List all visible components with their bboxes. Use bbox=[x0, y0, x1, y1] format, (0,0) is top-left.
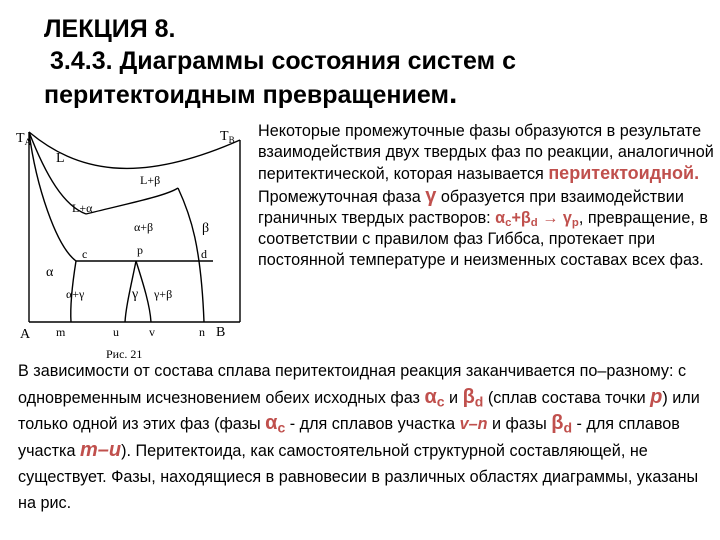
region-gamma-beta: γ+β bbox=[154, 287, 173, 301]
region-gamma: γ bbox=[132, 287, 139, 302]
point-p-ref: p bbox=[650, 385, 663, 408]
point-p: p bbox=[137, 243, 143, 257]
intro-text-2b: образуется при взаимодействии граничных твердых растворов: bbox=[258, 187, 684, 227]
segment-v-n: v–n bbox=[459, 415, 488, 434]
region-alpha-gamma: α+γ bbox=[66, 287, 85, 301]
gamma-right-boundary bbox=[136, 261, 151, 322]
section-title: 3.4.3. Диаграммы состояния систем с bbox=[50, 47, 516, 75]
body-text bbox=[18, 359, 718, 516]
phase-beta-d-2: $\beta_d$ bbox=[551, 412, 573, 436]
label-v: v bbox=[149, 325, 155, 339]
point-d: d bbox=[201, 247, 207, 261]
label-TB: $T_B$ bbox=[220, 129, 235, 145]
segment-m-u: m–u bbox=[79, 439, 122, 462]
label-TA: $T_A$ bbox=[16, 131, 32, 147]
intro-text bbox=[258, 121, 714, 271]
intro-text-2c: , превращение, в соответствии с правилом фаз Гиббса, протекает при постоянной температуре и неизменных составах всех фаз. bbox=[258, 208, 708, 270]
region-L-alpha: L+α bbox=[72, 201, 93, 215]
region-L: L bbox=[56, 151, 65, 166]
alpha-solidus bbox=[29, 132, 76, 261]
symbol-gamma: γ bbox=[425, 184, 437, 207]
intro-paragraph-1 bbox=[258, 121, 714, 186]
section-title-text: перитектоидным превращением bbox=[44, 81, 449, 109]
label-A: A bbox=[20, 327, 31, 342]
phase-diagram-svg bbox=[16, 126, 256, 362]
tie-curve-upper bbox=[86, 188, 178, 214]
region-alpha-beta: α+β bbox=[134, 220, 154, 234]
point-c: c bbox=[82, 247, 88, 261]
intro-text-1: Некоторые промежуточные фазы образуются в результате взаимодействия двух твердых фаз по реакции, аналогичной перитектической, которая называется bbox=[258, 122, 714, 184]
intro-paragraph-2 bbox=[258, 186, 714, 272]
lecture-title: ЛЕКЦИЯ 8. bbox=[44, 15, 176, 43]
section-title-period: . bbox=[448, 77, 458, 110]
phase-alpha-c-2: $\alpha_c$ bbox=[265, 412, 286, 436]
body-paragraph: В зависимости от состава сплава перитектоидная реакция заканчивается по–разному: с одновременным исчезновением обеих исходных фаз $\alpha_c$ и $\beta_d$ (сплав состава точки p) или только одной из этих фаз (фазы $\alpha_c$ - для сплавов участка v–n и фазы $\beta_d$ - для сплавов участка m–u). Перитектоида, как самостоятельной структурной составляющей, не существует. Фазы, находящиеся в равновесии в различных областях диаграммы, указаны на рис. bbox=[18, 362, 700, 512]
section-title-continued bbox=[44, 77, 458, 110]
region-beta: β bbox=[202, 221, 210, 236]
phase-beta-d: $\beta_d$ bbox=[462, 385, 484, 410]
phase-alpha-c: $\alpha_c$ bbox=[424, 385, 445, 410]
region-L-beta: L+β bbox=[140, 173, 161, 187]
phase-diagram bbox=[16, 126, 256, 362]
label-u: u bbox=[113, 325, 119, 339]
region-alpha: α bbox=[46, 265, 54, 280]
term-peritectoid: перитектоидной. bbox=[548, 163, 700, 184]
label-B: B bbox=[216, 325, 226, 340]
label-m: m bbox=[56, 325, 66, 339]
reaction-equation: $\alpha_c+\beta_d \to \gamma_p$ bbox=[495, 208, 579, 229]
figure-caption: Рис. 21 bbox=[106, 347, 143, 361]
label-n: n bbox=[199, 325, 205, 339]
intro-text-2a: Промежуточная фаза bbox=[258, 187, 426, 206]
